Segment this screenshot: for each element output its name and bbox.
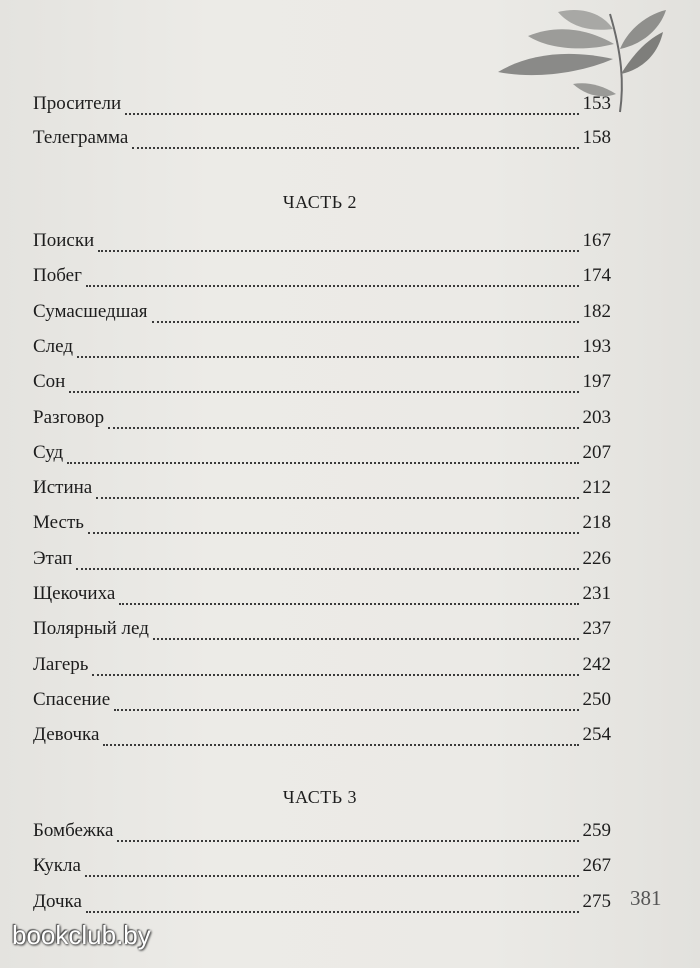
toc-entry[interactable] [33,891,611,921]
toc-entry-page: 242 [582,653,611,675]
toc-entry-page: 182 [582,300,611,322]
part-3-heading: ЧАСТЬ 3 [282,787,358,807]
toc-entry[interactable] [33,855,611,885]
dot-leader [103,743,578,746]
dot-leader [86,910,579,913]
toc-entry-page: 275 [582,890,611,912]
toc-entry-title: Полярный лед [33,618,149,640]
toc-entry-page: 158 [582,127,611,148]
toc-entry-title: Суд [33,441,64,463]
toc-entry-page: 167 [582,230,611,251]
toc-entry[interactable] [33,301,611,331]
dot-leader [77,355,578,358]
toc-entry[interactable] [33,407,611,437]
toc-entry-page: 197 [582,371,611,393]
toc-entry-title: Лагерь [33,653,89,675]
toc-entry-title: Разговор [33,406,105,428]
dot-leader [96,496,578,499]
toc-entry-page: 254 [582,724,611,746]
dot-leader [88,531,579,534]
toc-entry[interactable] [33,654,611,684]
toc-entry-page: 212 [582,477,611,499]
toc-entry-title: Кукла [33,855,81,877]
toc-entry[interactable] [33,336,611,366]
toc-entry-page: 226 [582,547,611,569]
toc-entry-title: Телеграмма [33,127,129,148]
dot-leader [119,602,578,605]
dot-leader [117,839,578,842]
toc-entry[interactable] [33,689,611,719]
toc-entry-page: 193 [582,335,611,357]
toc-entry-page: 203 [582,406,611,428]
dot-leader [76,567,578,570]
toc-entry-title: Спасение [33,688,111,710]
toc-entry-title: Дочка [33,890,82,912]
dot-leader [152,320,579,323]
toc-entry[interactable] [33,93,611,123]
toc-entry[interactable] [33,618,611,648]
toc-entry-page: 218 [582,512,611,534]
dot-leader [69,390,578,393]
dot-leader [132,146,578,149]
toc-entry-title: Щекочиха [33,583,116,604]
toc-entry-title: Просители [33,93,122,114]
toc-entry[interactable] [33,265,611,295]
toc-entry-title: Побег [33,265,82,287]
toc-entry-page: 250 [582,688,611,710]
dot-leader [98,249,578,252]
toc-entry-title: Бомбежка [33,820,114,841]
toc-entry-page: 174 [582,265,611,287]
toc-entry-title: Поиски [33,230,95,251]
part-2-heading: ЧАСТЬ 2 [282,192,358,212]
toc-entry[interactable] [33,230,611,260]
watermark: bookclub.by [12,920,151,950]
toc-entry[interactable] [33,724,611,754]
toc-entry-page: 267 [582,855,611,877]
dot-leader [67,461,578,464]
toc-entry-title: Сумасшедшая [33,300,148,322]
page-number: 381 [630,886,662,910]
toc-entry[interactable] [33,477,611,507]
dot-leader [86,284,579,287]
toc-entry[interactable] [33,371,611,401]
toc-entry-title: Сон [33,371,66,393]
dot-leader [125,112,578,115]
toc-entry-title: Девочка [33,724,100,746]
dot-leader [85,874,579,877]
toc-entry[interactable] [33,127,611,157]
toc-entry-page: 237 [582,618,611,640]
dot-leader [153,637,579,640]
toc-entry-page: 153 [582,93,611,114]
toc-entry-title: След [33,335,74,357]
toc-entry[interactable] [33,820,611,850]
toc-entry[interactable] [33,442,611,472]
dot-leader [108,426,578,429]
toc-entry[interactable] [33,548,611,578]
toc-entry-title: Месть [33,512,84,534]
toc-entry-page: 231 [582,583,611,604]
toc-entry-page: 259 [582,820,611,841]
toc-entry-page: 207 [582,441,611,463]
toc-entry[interactable] [33,512,611,542]
dot-leader [92,673,578,676]
toc-entry[interactable] [33,583,611,613]
toc-entry-title: Этап [33,547,73,569]
toc-entry-title: Истина [33,477,93,499]
dot-leader [114,708,578,711]
